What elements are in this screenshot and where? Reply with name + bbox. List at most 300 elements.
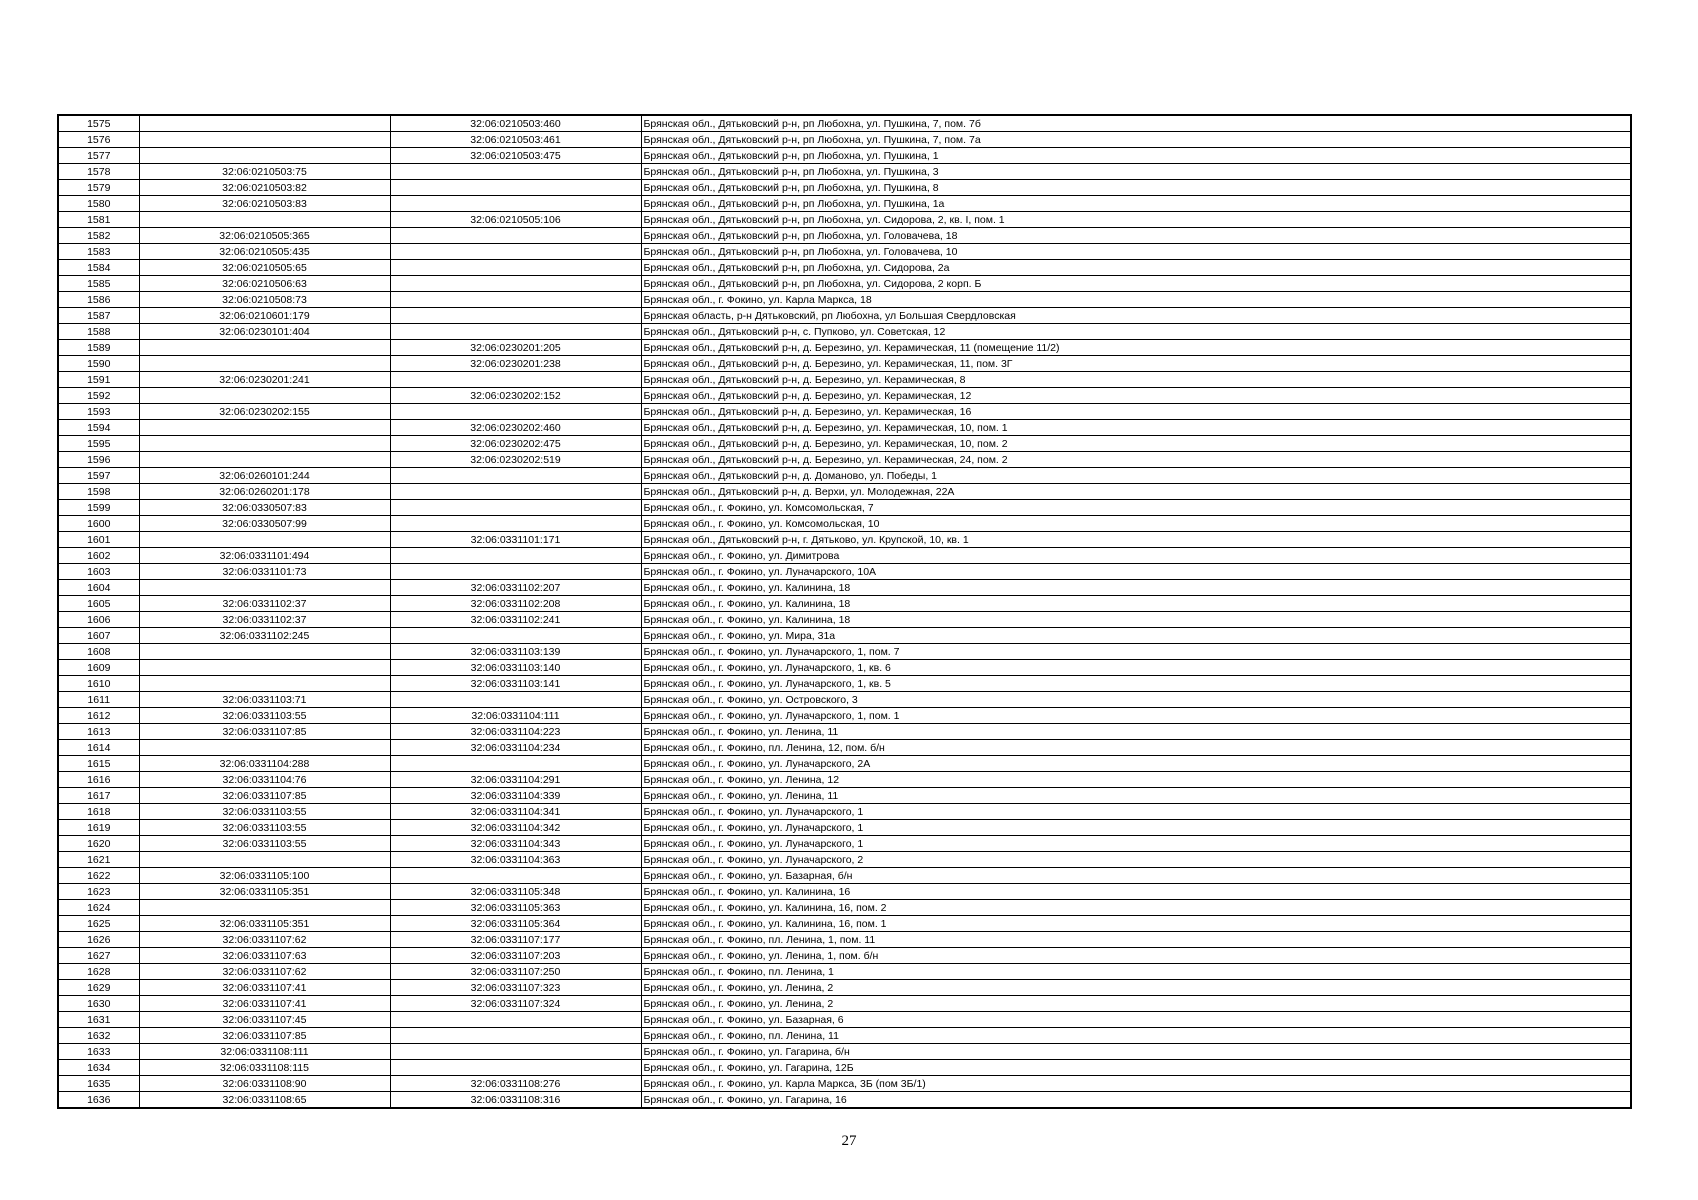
address-cell: Брянская обл., г. Фокино, ул. Луначарского, 2 xyxy=(641,852,1631,868)
premises-cadastral-number-cell xyxy=(390,868,641,884)
cadastral-number-cell xyxy=(139,676,390,692)
premises-cadastral-number-cell xyxy=(390,1028,641,1044)
table-row xyxy=(58,148,1631,164)
row-number-cell: 1625 xyxy=(58,916,139,932)
cadastral-number-cell xyxy=(139,660,390,676)
address-cell: Брянская обл., г. Фокино, ул. Ленина, 12 xyxy=(641,772,1631,788)
cadastral-number-cell xyxy=(139,340,390,356)
row-number-cell: 1575 xyxy=(58,115,139,132)
address-cell: Брянская обл., Дятьковский р-н, рп Любохна, ул. Пушкина, 1 xyxy=(641,148,1631,164)
row-number-cell: 1610 xyxy=(58,676,139,692)
cadastral-number-cell xyxy=(139,852,390,868)
cadastral-number-cell: 32:06:0331107:85 xyxy=(139,724,390,740)
row-number-cell: 1596 xyxy=(58,452,139,468)
premises-cadastral-number-cell: 32:06:0331104:291 xyxy=(390,772,641,788)
cadastral-number-cell: 32:06:0210503:75 xyxy=(139,164,390,180)
table-row xyxy=(58,180,1631,196)
table-row xyxy=(58,196,1631,212)
row-number-cell: 1623 xyxy=(58,884,139,900)
address-cell: Брянская обл., Дятьковский р-н, д. Доманово, ул. Победы, 1 xyxy=(641,468,1631,484)
table-row xyxy=(58,836,1631,852)
table-row xyxy=(58,532,1631,548)
row-number-cell: 1605 xyxy=(58,596,139,612)
premises-cadastral-number-cell: 32:06:0331103:140 xyxy=(390,660,641,676)
table-row xyxy=(58,996,1631,1012)
row-number-cell: 1588 xyxy=(58,324,139,340)
row-number-cell: 1634 xyxy=(58,1060,139,1076)
row-number-cell: 1604 xyxy=(58,580,139,596)
address-cell: Брянская обл., Дятьковский р-н, рп Любохна, ул. Пушкина, 7, пом. 7б xyxy=(641,115,1631,132)
table-row xyxy=(58,1044,1631,1060)
table-row xyxy=(58,964,1631,980)
row-number-cell: 1617 xyxy=(58,788,139,804)
row-number-cell: 1578 xyxy=(58,164,139,180)
table-row xyxy=(58,388,1631,404)
row-number-cell: 1628 xyxy=(58,964,139,980)
premises-cadastral-number-cell: 32:06:0331104:234 xyxy=(390,740,641,756)
table-row xyxy=(58,372,1631,388)
table-row xyxy=(58,1092,1631,1109)
address-cell: Брянская обл., Дятьковский р-н, рп Любохна, ул. Пушкина, 8 xyxy=(641,180,1631,196)
row-number-cell: 1622 xyxy=(58,868,139,884)
cadastral-number-cell: 32:06:0331103:55 xyxy=(139,708,390,724)
row-number-cell: 1577 xyxy=(58,148,139,164)
cadastral-number-cell xyxy=(139,212,390,228)
premises-cadastral-number-cell: 32:06:0331107:203 xyxy=(390,948,641,964)
premises-cadastral-number-cell: 32:06:0331101:171 xyxy=(390,532,641,548)
row-number-cell: 1631 xyxy=(58,1012,139,1028)
row-number-cell: 1632 xyxy=(58,1028,139,1044)
premises-cadastral-number-cell: 32:06:0210503:460 xyxy=(390,115,641,132)
cadastral-number-cell: 32:06:0331108:111 xyxy=(139,1044,390,1060)
premises-cadastral-number-cell xyxy=(390,372,641,388)
address-cell: Брянская обл., г. Фокино, ул. Луначарского, 1, пом. 1 xyxy=(641,708,1631,724)
table-row xyxy=(58,212,1631,228)
premises-cadastral-number-cell: 32:06:0230202:475 xyxy=(390,436,641,452)
row-number-cell: 1629 xyxy=(58,980,139,996)
premises-cadastral-number-cell: 32:06:0210505:106 xyxy=(390,212,641,228)
cadastral-number-cell: 32:06:0331107:63 xyxy=(139,948,390,964)
premises-cadastral-number-cell: 32:06:0230201:205 xyxy=(390,340,641,356)
address-cell: Брянская обл., Дятьковский р-н, рп Любохна, ул. Пушкина, 7, пом. 7а xyxy=(641,132,1631,148)
table-row xyxy=(58,740,1631,756)
table-row xyxy=(58,452,1631,468)
address-cell: Брянская обл., г. Фокино, ул. Калинина, 16, пом. 1 xyxy=(641,916,1631,932)
cadastral-number-cell: 32:06:0210503:83 xyxy=(139,196,390,212)
premises-cadastral-number-cell xyxy=(390,628,641,644)
table-row xyxy=(58,884,1631,900)
cadastral-number-cell xyxy=(139,740,390,756)
address-cell: Брянская обл., г. Фокино, ул. Калинина, 18 xyxy=(641,580,1631,596)
row-number-cell: 1606 xyxy=(58,612,139,628)
table-row xyxy=(58,804,1631,820)
address-cell: Брянская обл., г. Фокино, ул. Комсомольская, 10 xyxy=(641,516,1631,532)
premises-cadastral-number-cell: 32:06:0331107:177 xyxy=(390,932,641,948)
row-number-cell: 1615 xyxy=(58,756,139,772)
premises-cadastral-number-cell xyxy=(390,756,641,772)
row-number-cell: 1591 xyxy=(58,372,139,388)
row-number-cell: 1609 xyxy=(58,660,139,676)
table-row xyxy=(58,820,1631,836)
row-number-cell: 1603 xyxy=(58,564,139,580)
premises-cadastral-number-cell: 32:06:0331108:316 xyxy=(390,1092,641,1109)
cadastral-number-cell: 32:06:0331105:351 xyxy=(139,916,390,932)
cadastral-number-cell: 32:06:0330507:83 xyxy=(139,500,390,516)
row-number-cell: 1589 xyxy=(58,340,139,356)
address-cell: Брянская обл., г. Фокино, ул. Луначарского, 1, кв. 6 xyxy=(641,660,1631,676)
address-cell: Брянская обл., г. Фокино, ул. Ленина, 1, пом. б/н xyxy=(641,948,1631,964)
row-number-cell: 1581 xyxy=(58,212,139,228)
premises-cadastral-number-cell: 32:06:0331103:141 xyxy=(390,676,641,692)
premises-cadastral-number-cell xyxy=(390,196,641,212)
premises-cadastral-number-cell xyxy=(390,324,641,340)
row-number-cell: 1584 xyxy=(58,260,139,276)
row-number-cell: 1607 xyxy=(58,628,139,644)
table-row xyxy=(58,868,1631,884)
cadastral-number-cell: 32:06:0331107:62 xyxy=(139,964,390,980)
address-cell: Брянская обл., г. Фокино, ул. Мира, 31а xyxy=(641,628,1631,644)
table-row xyxy=(58,692,1631,708)
cadastral-number-cell: 32:06:0260201:178 xyxy=(139,484,390,500)
premises-cadastral-number-cell xyxy=(390,1044,641,1060)
premises-cadastral-number-cell: 32:06:0331108:276 xyxy=(390,1076,641,1092)
table-row xyxy=(58,308,1631,324)
row-number-cell: 1599 xyxy=(58,500,139,516)
cadastral-number-cell: 32:06:0230201:241 xyxy=(139,372,390,388)
premises-cadastral-number-cell: 32:06:0331104:342 xyxy=(390,820,641,836)
premises-cadastral-number-cell xyxy=(390,276,641,292)
table-row xyxy=(58,772,1631,788)
cadastral-number-cell: 32:06:0331108:115 xyxy=(139,1060,390,1076)
premises-cadastral-number-cell: 32:06:0331107:324 xyxy=(390,996,641,1012)
row-number-cell: 1597 xyxy=(58,468,139,484)
row-number-cell: 1580 xyxy=(58,196,139,212)
row-number-cell: 1602 xyxy=(58,548,139,564)
row-number-cell: 1583 xyxy=(58,244,139,260)
cadastral-number-cell: 32:06:0331103:55 xyxy=(139,820,390,836)
premises-cadastral-number-cell: 32:06:0331107:250 xyxy=(390,964,641,980)
premises-cadastral-number-cell xyxy=(390,516,641,532)
table-row xyxy=(58,612,1631,628)
address-cell: Брянская обл., Дятьковский р-н, д. Березино, ул. Керамическая, 10, пом. 1 xyxy=(641,420,1631,436)
premises-cadastral-number-cell: 32:06:0331102:241 xyxy=(390,612,641,628)
address-cell: Брянская обл., г. Фокино, пл. Ленина, 1, пом. 11 xyxy=(641,932,1631,948)
premises-cadastral-number-cell xyxy=(390,500,641,516)
cadastral-number-cell: 32:06:0331108:65 xyxy=(139,1092,390,1109)
address-cell: Брянская обл., Дятьковский р-н, рп Любохна, ул. Пушкина, 1а xyxy=(641,196,1631,212)
premises-cadastral-number-cell: 32:06:0331104:341 xyxy=(390,804,641,820)
address-cell: Брянская обл., г. Фокино, ул. Базарная, б/н xyxy=(641,868,1631,884)
cadastral-number-cell: 32:06:0331101:494 xyxy=(139,548,390,564)
row-number-cell: 1620 xyxy=(58,836,139,852)
cadastral-number-cell: 32:06:0330507:99 xyxy=(139,516,390,532)
table-row xyxy=(58,436,1631,452)
address-cell: Брянская обл., г. Фокино, пл. Ленина, 12, пом. б/н xyxy=(641,740,1631,756)
table-row xyxy=(58,980,1631,996)
address-cell: Брянская обл., г. Фокино, ул. Луначарского, 2А xyxy=(641,756,1631,772)
row-number-cell: 1627 xyxy=(58,948,139,964)
address-cell: Брянская обл., г. Фокино, ул. Луначарского, 1 xyxy=(641,820,1631,836)
address-cell: Брянская обл., Дятьковский р-н, рп Любохна, ул. Головачева, 10 xyxy=(641,244,1631,260)
table-row xyxy=(58,244,1631,260)
table-row xyxy=(58,724,1631,740)
row-number-cell: 1598 xyxy=(58,484,139,500)
cadastral-number-cell: 32:06:0331105:100 xyxy=(139,868,390,884)
premises-cadastral-number-cell xyxy=(390,308,641,324)
cadastral-number-cell xyxy=(139,452,390,468)
row-number-cell: 1600 xyxy=(58,516,139,532)
cadastral-number-cell xyxy=(139,436,390,452)
table-row xyxy=(58,788,1631,804)
table-row xyxy=(58,948,1631,964)
address-cell: Брянская обл., г. Фокино, ул. Базарная, 6 xyxy=(641,1012,1631,1028)
row-number-cell: 1611 xyxy=(58,692,139,708)
table-row xyxy=(58,852,1631,868)
premises-cadastral-number-cell xyxy=(390,404,641,420)
address-cell: Брянская обл., г. Фокино, ул. Гагарина, 16 xyxy=(641,1092,1631,1109)
row-number-cell: 1601 xyxy=(58,532,139,548)
premises-cadastral-number-cell: 32:06:0331104:363 xyxy=(390,852,641,868)
cadastral-number-cell xyxy=(139,644,390,660)
table-row xyxy=(58,276,1631,292)
row-number-cell: 1619 xyxy=(58,820,139,836)
premises-cadastral-number-cell xyxy=(390,564,641,580)
address-cell: Брянская обл., г. Фокино, ул. Карла Маркса, 18 xyxy=(641,292,1631,308)
premises-cadastral-number-cell: 32:06:0331102:207 xyxy=(390,580,641,596)
cadastral-number-cell: 32:06:0331107:85 xyxy=(139,1028,390,1044)
address-cell: Брянская обл., г. Фокино, ул. Ленина, 11 xyxy=(641,724,1631,740)
address-cell: Брянская обл., г. Фокино, ул. Калинина, 16 xyxy=(641,884,1631,900)
premises-cadastral-number-cell xyxy=(390,1060,641,1076)
table-row xyxy=(58,500,1631,516)
address-cell: Брянская обл., г. Фокино, ул. Калинина, 18 xyxy=(641,596,1631,612)
premises-cadastral-number-cell: 32:06:0331105:348 xyxy=(390,884,641,900)
row-number-cell: 1593 xyxy=(58,404,139,420)
cadastral-number-cell xyxy=(139,420,390,436)
cadastral-number-cell: 32:06:0331102:37 xyxy=(139,612,390,628)
table-row xyxy=(58,420,1631,436)
row-number-cell: 1612 xyxy=(58,708,139,724)
address-cell: Брянская обл., г. Фокино, ул. Димитрова xyxy=(641,548,1631,564)
cadastral-number-cell: 32:06:0210601:179 xyxy=(139,308,390,324)
cadastral-number-cell xyxy=(139,356,390,372)
address-cell: Брянская обл., г. Фокино, ул. Луначарского, 1, кв. 5 xyxy=(641,676,1631,692)
table-row xyxy=(58,916,1631,932)
row-number-cell: 1582 xyxy=(58,228,139,244)
table-row xyxy=(58,132,1631,148)
cadastral-number-cell: 32:06:0331107:85 xyxy=(139,788,390,804)
cadastral-number-cell: 32:06:0331105:351 xyxy=(139,884,390,900)
row-number-cell: 1590 xyxy=(58,356,139,372)
cadastral-number-cell: 32:06:0331103:55 xyxy=(139,836,390,852)
address-cell: Брянская обл., Дятьковский р-н, д. Березино, ул. Керамическая, 12 xyxy=(641,388,1631,404)
cadastral-number-cell: 32:06:0331107:41 xyxy=(139,980,390,996)
row-number-cell: 1621 xyxy=(58,852,139,868)
premises-cadastral-number-cell xyxy=(390,484,641,500)
address-cell: Брянская обл., г. Фокино, ул. Луначарского, 1, пом. 7 xyxy=(641,644,1631,660)
row-number-cell: 1635 xyxy=(58,1076,139,1092)
table-row xyxy=(58,1028,1631,1044)
address-cell: Брянская обл., Дятьковский р-н, рп Любохна, ул. Пушкина, 3 xyxy=(641,164,1631,180)
cadastral-number-cell xyxy=(139,532,390,548)
premises-cadastral-number-cell: 32:06:0331104:223 xyxy=(390,724,641,740)
address-cell: Брянская обл., Дятьковский р-н, д. Березино, ул. Керамическая, 11, пом. 3Г xyxy=(641,356,1631,372)
row-number-cell: 1585 xyxy=(58,276,139,292)
cadastral-number-cell: 32:06:0210508:73 xyxy=(139,292,390,308)
premises-cadastral-number-cell xyxy=(390,468,641,484)
cadastral-number-cell xyxy=(139,580,390,596)
cadastral-number-cell: 32:06:0331103:71 xyxy=(139,692,390,708)
premises-cadastral-number-cell xyxy=(390,228,641,244)
address-cell: Брянская обл., Дятьковский р-н, д. Березино, ул. Керамическая, 11 (помещение 11/2) xyxy=(641,340,1631,356)
row-number-cell: 1616 xyxy=(58,772,139,788)
cadastral-number-cell: 32:06:0230101:404 xyxy=(139,324,390,340)
table-row xyxy=(58,115,1631,132)
premises-cadastral-number-cell: 32:06:0210503:475 xyxy=(390,148,641,164)
cadastral-number-cell: 32:06:0210505:65 xyxy=(139,260,390,276)
row-number-cell: 1626 xyxy=(58,932,139,948)
cadastral-number-cell: 32:06:0210505:435 xyxy=(139,244,390,260)
table-row xyxy=(58,708,1631,724)
premises-cadastral-number-cell: 32:06:0331104:343 xyxy=(390,836,641,852)
premises-cadastral-number-cell: 32:06:0331104:339 xyxy=(390,788,641,804)
address-cell: Брянская обл., Дятьковский р-н, с. Пупково, ул. Советская, 12 xyxy=(641,324,1631,340)
table-row xyxy=(58,932,1631,948)
cadastral-number-cell: 32:06:0331107:45 xyxy=(139,1012,390,1028)
address-cell: Брянская обл., г. Фокино, ул. Гагарина, 12Б xyxy=(641,1060,1631,1076)
address-cell: Брянская обл., Дятьковский р-н, д. Березино, ул. Керамическая, 16 xyxy=(641,404,1631,420)
cadastral-number-cell: 32:06:0210503:82 xyxy=(139,180,390,196)
address-cell: Брянская обл., г. Фокино, ул. Луначарского, 1 xyxy=(641,804,1631,820)
premises-cadastral-number-cell xyxy=(390,260,641,276)
premises-cadastral-number-cell: 32:06:0331102:208 xyxy=(390,596,641,612)
address-cell: Брянская обл., г. Фокино, ул. Ленина, 2 xyxy=(641,980,1631,996)
table-row xyxy=(58,596,1631,612)
address-cell: Брянская обл., г. Фокино, ул. Луначарского, 1 xyxy=(641,836,1631,852)
premises-cadastral-number-cell xyxy=(390,292,641,308)
row-number-cell: 1579 xyxy=(58,180,139,196)
registry-table-body xyxy=(58,115,1631,1108)
table-row xyxy=(58,628,1631,644)
premises-cadastral-number-cell: 32:06:0331104:111 xyxy=(390,708,641,724)
row-number-cell: 1618 xyxy=(58,804,139,820)
address-cell: Брянская обл., Дятьковский р-н, д. Березино, ул. Керамическая, 24, пом. 2 xyxy=(641,452,1631,468)
address-cell: Брянская обл., г. Фокино, ул. Карла Маркса, 3Б (пом 3Б/1) xyxy=(641,1076,1631,1092)
address-cell: Брянская область, р-н Дятьковский, рп Любохна, ул Большая Свердловская xyxy=(641,308,1631,324)
table-row xyxy=(58,900,1631,916)
table-row xyxy=(58,564,1631,580)
page-number: 27 xyxy=(841,1133,857,1149)
table-row xyxy=(58,1060,1631,1076)
address-cell: Брянская обл., Дятьковский р-н, г. Дятьково, ул. Крупской, 10, кв. 1 xyxy=(641,532,1631,548)
cadastral-number-cell xyxy=(139,388,390,404)
row-number-cell: 1608 xyxy=(58,644,139,660)
cadastral-number-cell: 32:06:0210505:365 xyxy=(139,228,390,244)
cadastral-number-cell: 32:06:0331107:62 xyxy=(139,932,390,948)
cadastral-number-cell xyxy=(139,115,390,132)
cadastral-number-cell: 32:06:0331101:73 xyxy=(139,564,390,580)
cadastral-number-cell: 32:06:0260101:244 xyxy=(139,468,390,484)
address-cell: Брянская обл., Дятьковский р-н, рп Любохна, ул. Сидорова, 2 корп. Б xyxy=(641,276,1631,292)
cadastral-number-cell: 32:06:0331107:41 xyxy=(139,996,390,1012)
table-row xyxy=(58,580,1631,596)
address-cell: Брянская обл., г. Фокино, ул. Калинина, 16, пом. 2 xyxy=(641,900,1631,916)
premises-cadastral-number-cell xyxy=(390,548,641,564)
cadastral-number-cell: 32:06:0331104:76 xyxy=(139,772,390,788)
row-number-cell: 1595 xyxy=(58,436,139,452)
row-number-cell: 1594 xyxy=(58,420,139,436)
cadastral-number-cell: 32:06:0331102:245 xyxy=(139,628,390,644)
premises-cadastral-number-cell xyxy=(390,244,641,260)
table-row xyxy=(58,228,1631,244)
row-number-cell: 1592 xyxy=(58,388,139,404)
table-row xyxy=(58,356,1631,372)
premises-cadastral-number-cell xyxy=(390,1012,641,1028)
address-cell: Брянская обл., Дятьковский р-н, рп Любохна, ул. Сидорова, 2, кв. I, пом. 1 xyxy=(641,212,1631,228)
table-row xyxy=(58,292,1631,308)
premises-cadastral-number-cell xyxy=(390,692,641,708)
premises-cadastral-number-cell: 32:06:0331105:363 xyxy=(390,900,641,916)
cadastral-number-cell: 32:06:0331108:90 xyxy=(139,1076,390,1092)
table-row xyxy=(58,164,1631,180)
table-row xyxy=(58,324,1631,340)
address-cell: Брянская обл., г. Фокино, ул. Гагарина, б/н xyxy=(641,1044,1631,1060)
property-registry-table xyxy=(57,114,1632,1109)
address-cell: Брянская обл., г. Фокино, ул. Островского, 3 xyxy=(641,692,1631,708)
table-row xyxy=(58,340,1631,356)
premises-cadastral-number-cell: 32:06:0230202:152 xyxy=(390,388,641,404)
table-row xyxy=(58,516,1631,532)
cadastral-number-cell: 32:06:0331103:55 xyxy=(139,804,390,820)
premises-cadastral-number-cell xyxy=(390,164,641,180)
address-cell: Брянская обл., Дятьковский р-н, д. Березино, ул. Керамическая, 8 xyxy=(641,372,1631,388)
table-row xyxy=(58,260,1631,276)
row-number-cell: 1624 xyxy=(58,900,139,916)
cadastral-number-cell: 32:06:0230202:155 xyxy=(139,404,390,420)
table-row xyxy=(58,484,1631,500)
address-cell: Брянская обл., г. Фокино, пл. Ленина, 1 xyxy=(641,964,1631,980)
table-row xyxy=(58,468,1631,484)
address-cell: Брянская обл., Дятьковский р-н, рп Любохна, ул. Сидорова, 2а xyxy=(641,260,1631,276)
cadastral-number-cell: 32:06:0210506:63 xyxy=(139,276,390,292)
row-number-cell: 1633 xyxy=(58,1044,139,1060)
cadastral-number-cell xyxy=(139,148,390,164)
table-row xyxy=(58,756,1631,772)
row-number-cell: 1613 xyxy=(58,724,139,740)
table-row xyxy=(58,644,1631,660)
table-row xyxy=(58,404,1631,420)
address-cell: Брянская обл., Дятьковский р-н, рп Любохна, ул. Головачева, 18 xyxy=(641,228,1631,244)
row-number-cell: 1636 xyxy=(58,1092,139,1109)
table-row xyxy=(58,1012,1631,1028)
row-number-cell: 1630 xyxy=(58,996,139,1012)
row-number-cell: 1576 xyxy=(58,132,139,148)
cadastral-number-cell: 32:06:0331104:288 xyxy=(139,756,390,772)
row-number-cell: 1587 xyxy=(58,308,139,324)
table-row xyxy=(58,548,1631,564)
premises-cadastral-number-cell: 32:06:0230202:460 xyxy=(390,420,641,436)
premises-cadastral-number-cell: 32:06:0230202:519 xyxy=(390,452,641,468)
table-row xyxy=(58,1076,1631,1092)
table-row xyxy=(58,676,1631,692)
address-cell: Брянская обл., г. Фокино, ул. Комсомольская, 7 xyxy=(641,500,1631,516)
cadastral-number-cell xyxy=(139,132,390,148)
premises-cadastral-number-cell: 32:06:0331105:364 xyxy=(390,916,641,932)
premises-cadastral-number-cell: 32:06:0210503:461 xyxy=(390,132,641,148)
address-cell: Брянская обл., г. Фокино, ул. Луначарского, 10А xyxy=(641,564,1631,580)
address-cell: Брянская обл., г. Фокино, ул. Ленина, 11 xyxy=(641,788,1631,804)
row-number-cell: 1614 xyxy=(58,740,139,756)
